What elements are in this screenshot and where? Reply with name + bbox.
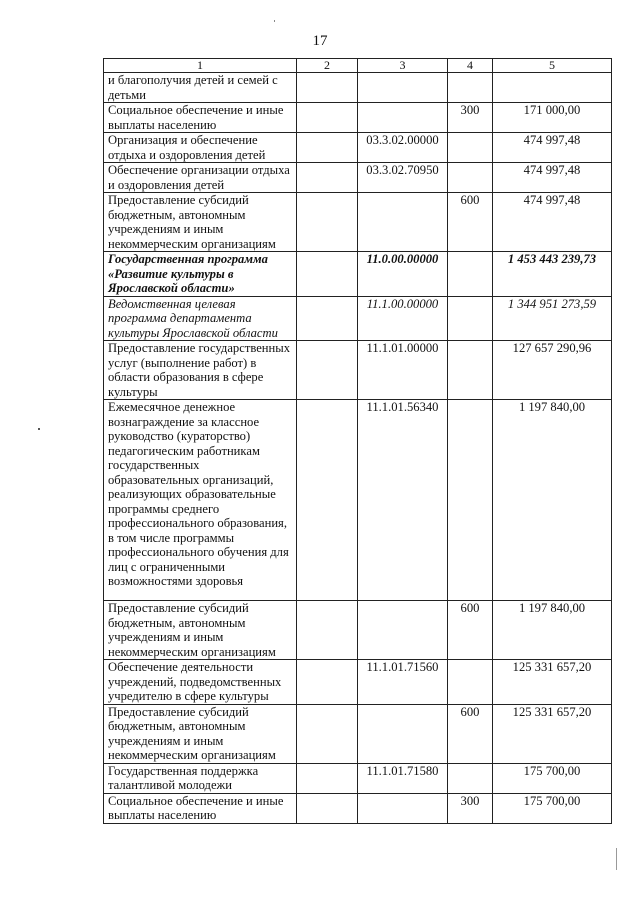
row-code: 11.1.01.71560 bbox=[358, 660, 448, 705]
row-name: Предоставление субсидий бюджетным, автономным учреждениям и иным некоммерческим организациям bbox=[104, 601, 297, 660]
row-section bbox=[297, 133, 358, 163]
row-expense-type bbox=[448, 296, 493, 341]
header-col-2: 2 bbox=[297, 59, 358, 73]
row-name: Предоставление субсидий бюджетным, автономным учреждениям и иным некоммерческим организациям bbox=[104, 704, 297, 763]
table-row bbox=[104, 763, 612, 793]
row-expense-type bbox=[448, 341, 493, 400]
scan-speck bbox=[38, 428, 40, 430]
table-header-row bbox=[104, 59, 612, 73]
row-code: 03.3.02.70950 bbox=[358, 163, 448, 193]
row-section bbox=[297, 341, 358, 400]
row-expense-type bbox=[448, 660, 493, 705]
row-name: Ежемесячное денежное вознаграждение за классное руководство (кураторство) педагогическим работникам государственных образовательных организаций, реализующих образовательные программы среднего профессионального образования, в том числе программы профессионального обучения для лиц с ограниченными возможностями здоровья bbox=[104, 400, 297, 601]
header-col-3: 3 bbox=[358, 59, 448, 73]
header-col-1: 1 bbox=[104, 59, 297, 73]
row-name: Предоставление субсидий бюджетным, автономным учреждениям и иным некоммерческим организациям bbox=[104, 193, 297, 252]
row-code: 03.3.02.00000 bbox=[358, 133, 448, 163]
row-sum: 474 997,48 bbox=[493, 193, 612, 252]
row-sum: 171 000,00 bbox=[493, 103, 612, 133]
row-code bbox=[358, 601, 448, 660]
row-name: Обеспечение организации отдыха и оздоровления детей bbox=[104, 163, 297, 193]
row-name: Социальное обеспечение и иные выплаты населению bbox=[104, 103, 297, 133]
row-code bbox=[358, 704, 448, 763]
table-row bbox=[104, 341, 612, 400]
row-name: Государственная поддержка талантливой молодежи bbox=[104, 763, 297, 793]
table-row bbox=[104, 133, 612, 163]
row-expense-type bbox=[448, 763, 493, 793]
row-sum: 1 197 840,00 bbox=[493, 601, 612, 660]
table-row bbox=[104, 163, 612, 193]
row-section bbox=[297, 103, 358, 133]
table-row bbox=[104, 660, 612, 705]
table-row bbox=[104, 601, 612, 660]
row-code bbox=[358, 793, 448, 823]
table-row bbox=[104, 704, 612, 763]
table-row bbox=[104, 73, 612, 103]
row-code: 11.1.01.71580 bbox=[358, 763, 448, 793]
row-sum bbox=[493, 73, 612, 103]
table-row bbox=[104, 252, 612, 297]
row-section bbox=[297, 252, 358, 297]
row-section bbox=[297, 660, 358, 705]
row-section bbox=[297, 73, 358, 103]
row-section bbox=[297, 763, 358, 793]
row-sum: 125 331 657,20 bbox=[493, 704, 612, 763]
row-sum: 125 331 657,20 bbox=[493, 660, 612, 705]
row-sum: 1 344 951 273,59 bbox=[493, 296, 612, 341]
row-sum: 175 700,00 bbox=[493, 763, 612, 793]
table-row bbox=[104, 193, 612, 252]
row-name: Организация и обеспечение отдыха и оздоровления детей bbox=[104, 133, 297, 163]
row-name: и благополучия детей и семей с детьми bbox=[104, 73, 297, 103]
row-code: 11.0.00.00000 bbox=[358, 252, 448, 297]
row-expense-type: 300 bbox=[448, 103, 493, 133]
row-code: 11.1.01.56340 bbox=[358, 400, 448, 601]
row-name: Ведомственная целевая программа департамента культуры Ярославской области bbox=[104, 296, 297, 341]
row-expense-type: 600 bbox=[448, 601, 493, 660]
header-col-5: 5 bbox=[493, 59, 612, 73]
budget-table bbox=[103, 58, 612, 824]
row-expense-type bbox=[448, 73, 493, 103]
row-sum: 1 197 840,00 bbox=[493, 400, 612, 601]
row-code: 11.1.00.00000 bbox=[358, 296, 448, 341]
row-section bbox=[297, 193, 358, 252]
row-code bbox=[358, 193, 448, 252]
table-body bbox=[104, 73, 612, 824]
row-expense-type: 600 bbox=[448, 193, 493, 252]
row-section bbox=[297, 296, 358, 341]
row-expense-type bbox=[448, 163, 493, 193]
row-name: Государственная программа «Развитие культуры в Ярославской области» bbox=[104, 252, 297, 297]
table-row bbox=[104, 400, 612, 601]
header-col-4: 4 bbox=[448, 59, 493, 73]
row-name: Обеспечение деятельности учреждений, подведомственных учредителю в сфере культуры bbox=[104, 660, 297, 705]
row-expense-type: 600 bbox=[448, 704, 493, 763]
row-section bbox=[297, 163, 358, 193]
row-section bbox=[297, 400, 358, 601]
table-row bbox=[104, 296, 612, 341]
row-sum: 175 700,00 bbox=[493, 793, 612, 823]
row-sum: 127 657 290,96 bbox=[493, 341, 612, 400]
row-code: 11.1.01.00000 bbox=[358, 341, 448, 400]
row-section bbox=[297, 704, 358, 763]
row-expense-type bbox=[448, 133, 493, 163]
row-sum: 474 997,48 bbox=[493, 133, 612, 163]
row-sum: 474 997,48 bbox=[493, 163, 612, 193]
row-expense-type bbox=[448, 400, 493, 601]
scan-speck bbox=[274, 20, 275, 22]
row-section bbox=[297, 601, 358, 660]
row-name: Предоставление государственных услуг (выполнение работ) в области образования в сфере культуры bbox=[104, 341, 297, 400]
table-row bbox=[104, 793, 612, 823]
row-expense-type: 300 bbox=[448, 793, 493, 823]
page-number: 17 bbox=[312, 33, 328, 49]
table-row bbox=[104, 103, 612, 133]
row-code bbox=[358, 73, 448, 103]
row-sum: 1 453 443 239,73 bbox=[493, 252, 612, 297]
row-name: Социальное обеспечение и иные выплаты населению bbox=[104, 793, 297, 823]
scan-speck bbox=[616, 848, 617, 870]
row-expense-type bbox=[448, 252, 493, 297]
row-section bbox=[297, 793, 358, 823]
row-code bbox=[358, 103, 448, 133]
